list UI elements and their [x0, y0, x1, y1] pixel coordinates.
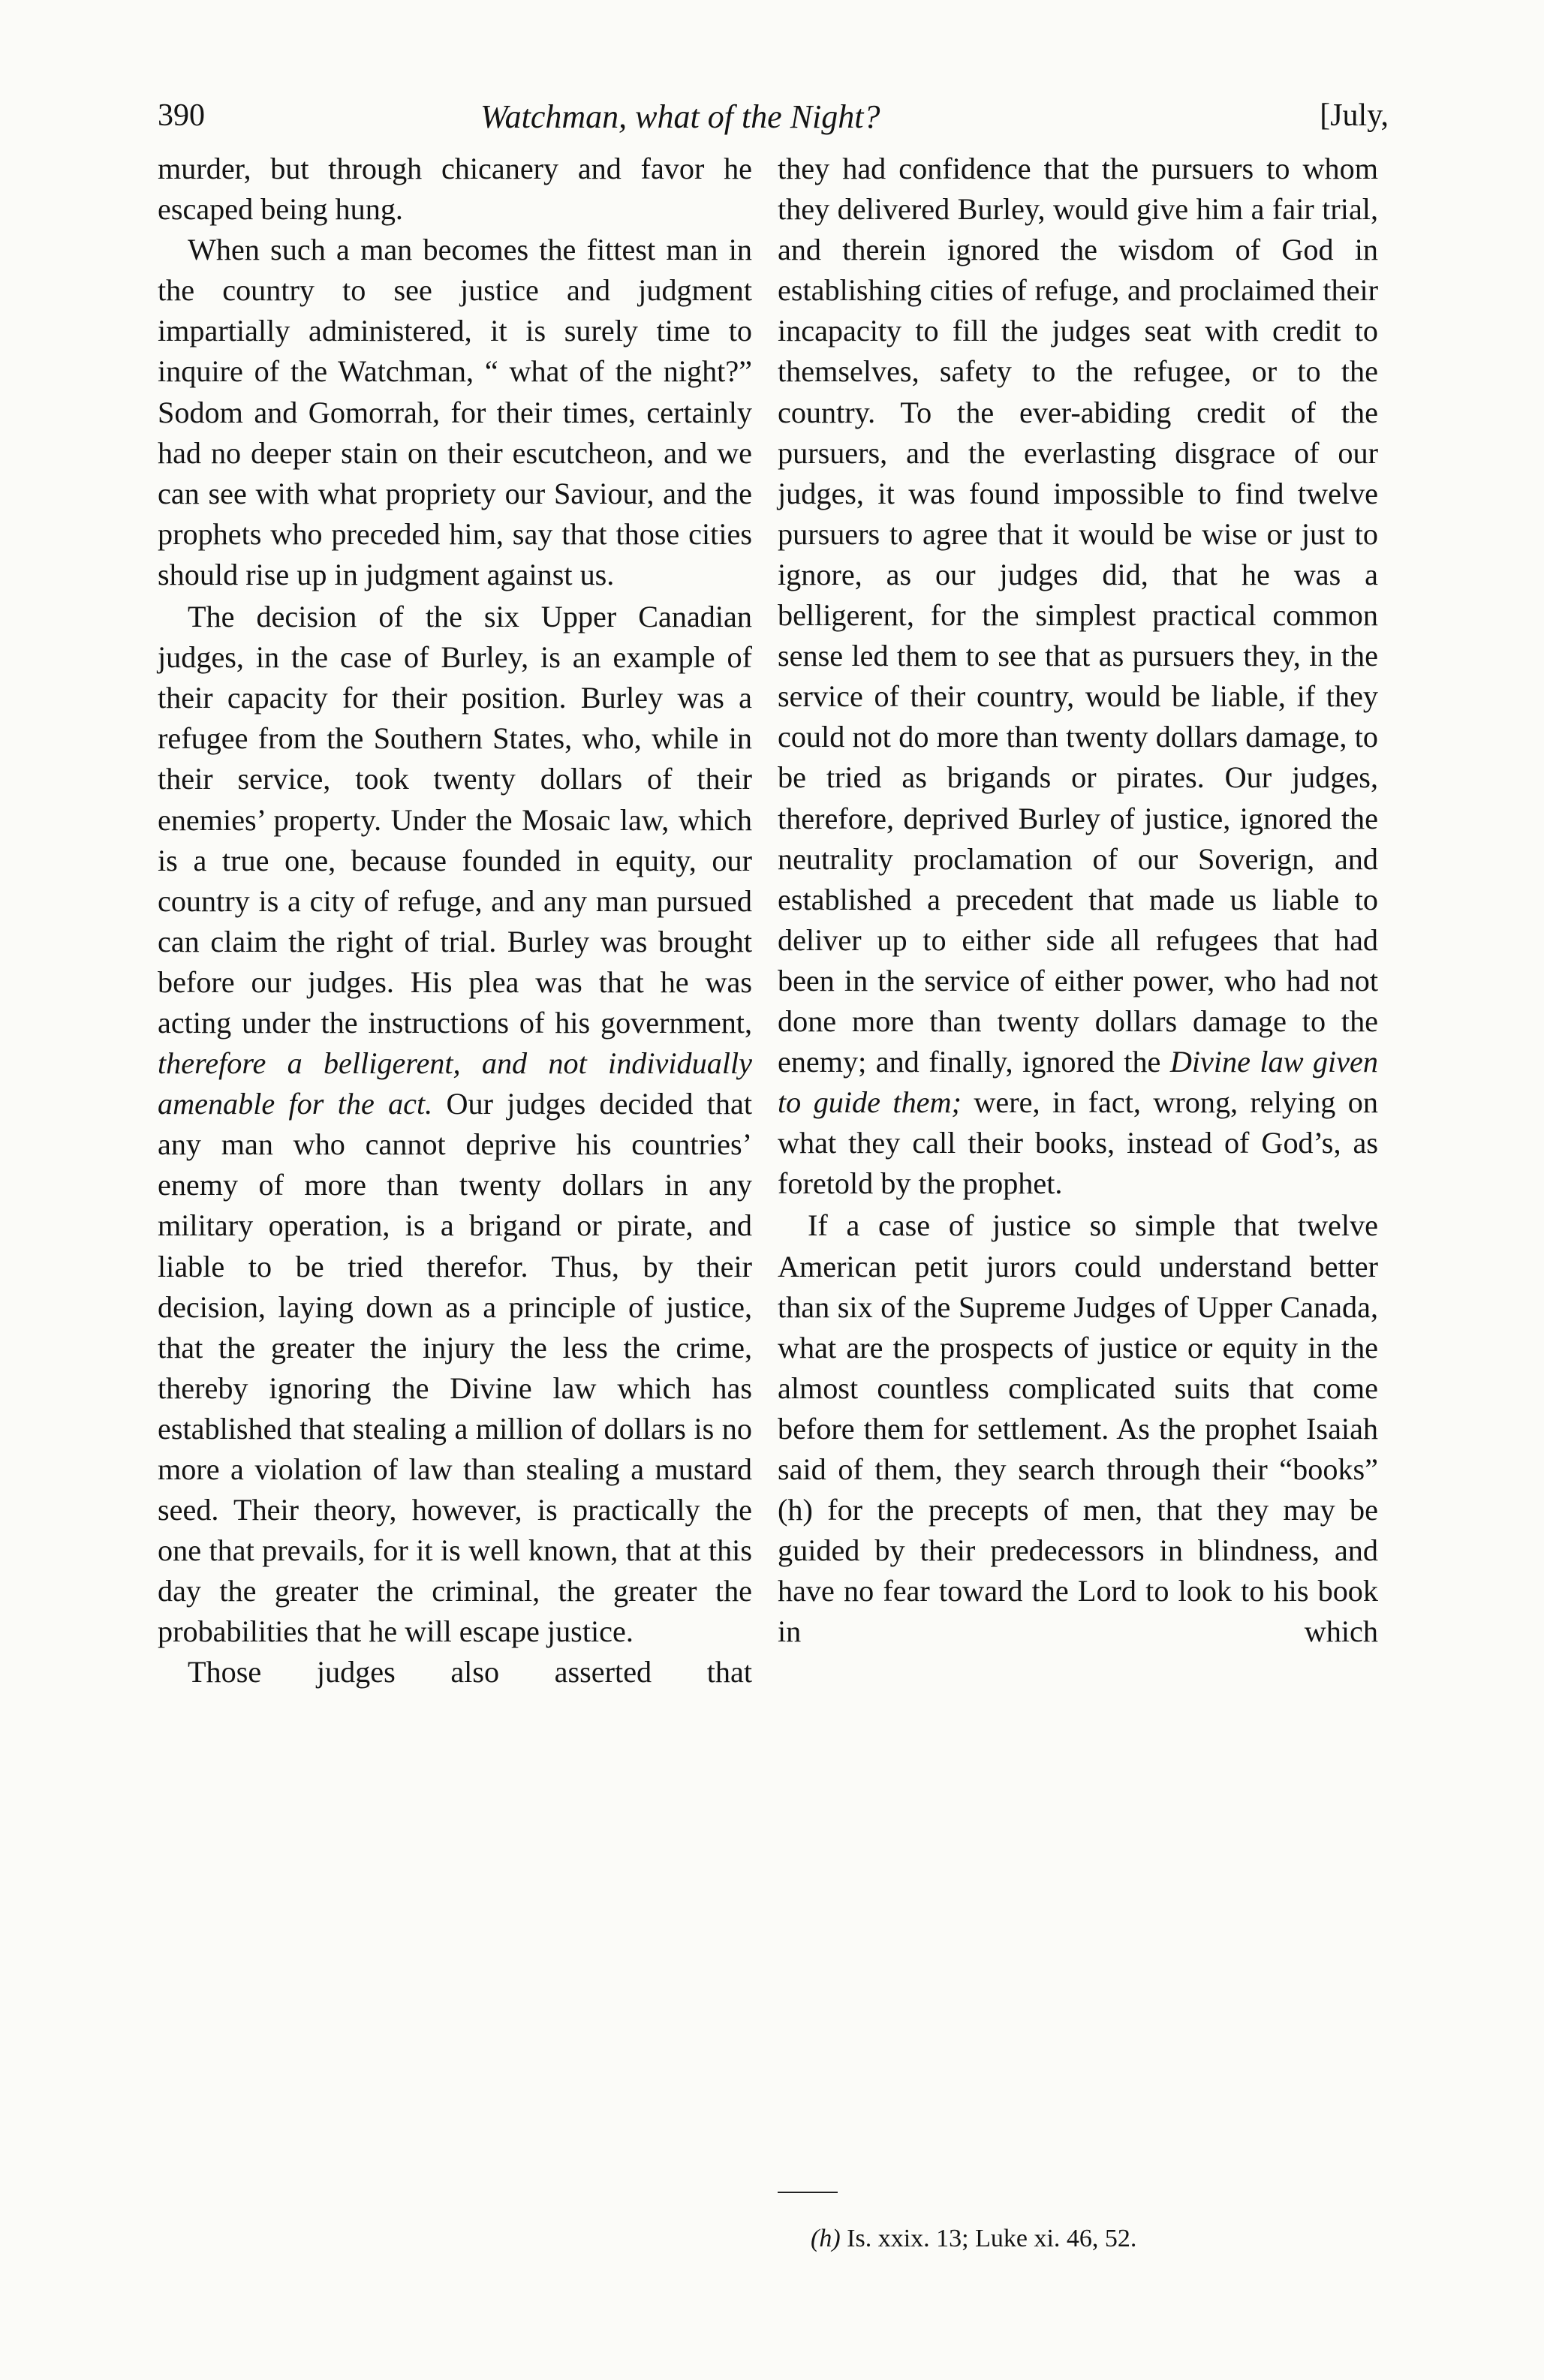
left-paragraph-3-text-a: The decision of the six Upper Canadian judges, in the case of Burley, is an example of their capacity for their position. Burley was a refugee from the Southern States, who, while in their service, took twenty dollars of their enemies’ property. Under the Mosaic law, which is a true one, because founded in equity, our country is a city of refuge, and any man pursued can claim the right of trial. Burley was brought before our judges. His plea was that he was acting under the instructions of his government, [158, 600, 752, 1040]
running-header [158, 93, 1389, 146]
right-paragraph-1 [778, 149, 1378, 1204]
page-number: 390 [158, 98, 205, 133]
running-title: Watchman, what of the Night? [480, 98, 880, 135]
left-paragraph-3-text-b: Our judges decided that any man who cannot deprive his countries’ enemy of more than twenty dollars in any military operation, is a brigand or pirate, and liable to be tried therefor. Thus, by their decision, laying down as a principle of justice, that the greater the injury the less the crime, thereby ignoring the Divine law which has established that stealing a million of dollars is no more a violation of law than stealing a mustard seed. Their theory, however, is practically the one that prevails, for it is well known, that at this day the greater the criminal, the greater the probabilities that he will escape justice. [158, 1087, 752, 1649]
left-paragraph-3-italic: therefore a belligerent, and not individually amenable for the act. [158, 1046, 752, 1121]
left-paragraph-4: Those judges also asserted that [188, 1655, 752, 1689]
running-month: [July, [1320, 98, 1389, 133]
left-paragraph-1: murder, but through chicanery and favor he escaped being hung. [158, 152, 752, 227]
footnote-mark: (h) [811, 2225, 841, 2252]
left-paragraph-2: When such a man becomes the fittest man in the country to see justice and judgment impartially administered, it is surely time to inquire of the Watchman, “ what of the night?” Sodom and Gomorrah, for their times, certainly had no deeper stain on their escutcheon, and we can see with what propriety our Saviour, and the prophets who preceded him, say that those cities should rise up in judgment against us. [158, 233, 752, 591]
footnote-text: Is. xxix. 13; Luke xi. 46, 52. [840, 2225, 1137, 2252]
right-paragraph-1-text-b: were, in fact, wrong, relying on what they call their books, instead of God’s, as foretold by the prophet. [778, 1085, 1378, 1201]
left-column [158, 149, 752, 1693]
right-paragraph-1-italic: Divine law given to guide them; [778, 1045, 1378, 1120]
right-paragraph-1-text-a: they had confidence that the pursuers to whom they delivered Burley, would give him a fair trial, and therein ignored the wisdom of God in establishing cities of refuge, and proclaimed their incapacity to fill the judges seat with credit to themselves, safety to the refugee, or to the country. To the ever-abiding credit of the pursuers, and the everlasting disgrace of our judges, it was found impossible to find twelve pursuers to agree that it would be wise or just to ignore, as our judges did, that he was a belligerent, for the simplest practical common sense led them to see that as pursuers they, in the service of their country, would be liable, if they could not do more than twenty dollars damage, to be tried as brigands or pirates. Our judges, therefore, deprived Burley of justice, ignored the neutrality proclamation of our Soverign, and established a precedent that made us liable to deliver up to either side all refugees that had been in the service of either power, who had not done more than twenty dollars damage to the enemy; and finally, ignored the [778, 152, 1378, 1079]
footnote [811, 2225, 1136, 2253]
right-paragraph-2: If a case of justice so simple that twelve American petit jurors could understand better than six of the Supreme Judges of Upper Canada, what are the prospects of justice or equity in the almost countless complicated suits that come before them for settlement. As the prophet Isaiah said of them, they search through their “books” (h) for the precepts of men, that they may be guided by their predecessors in blindness, and have no fear toward the Lord to look to his book in which [778, 1208, 1378, 1649]
footnote-rule [778, 2192, 838, 2193]
left-paragraph-3 [158, 597, 752, 1652]
right-column [778, 149, 1378, 1652]
